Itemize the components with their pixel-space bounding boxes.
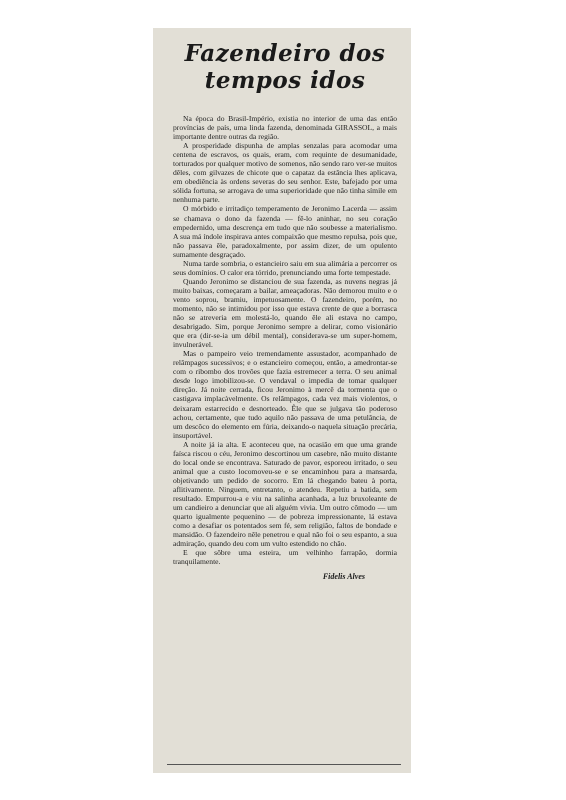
author-signature: Fidelis Alves bbox=[322, 572, 365, 582]
article-body bbox=[173, 114, 397, 566]
paragraph: A noite já ia alta. E aconteceu que, na ocasião em que uma grande faísca riscou o céu, Jeronimo descortinou um casebre, não muito distante do local onde se encontrava. Saturado de pavor, esporeou irritado, o seu animal que a custo locomoveu-se e se encaminhou para a mansarda, objetivando um pedido de socorro. Em lá chegando bateu à porta, aflitivamente. Ninguem, entretanto, o atendeu. Repetiu a batida, sem resultado. Empurrou-a e viu na salinha acanhada, a luz bruxoleante de um candieiro a denunciar que ali alguém vivia. Um outro cômodo — um quarto igualmente pequenino — de pobreza impressionante, lá estava como a desafiar os potentados sem fé, sem religião, faltos de bondade e mansidão. O fazendeiro nêle penetrou e qual não foi o seu espanto, a sua admiração, quando deu com um vulto estendido no chão. bbox=[173, 439, 397, 549]
bottom-divider bbox=[167, 764, 401, 765]
paragraph: Mas o pampeiro veio tremendamente assustador, acompanhado de relâmpagos sucessivos; e o estancieiro começou, então, a amedrontar-se com o ribombo dos trovões que fazia estremecer a terra. O seu animal desde logo imobilizou-se. O vendaval o impedia de tomar qualquer direção. Já noite cerrada, ficou Jeronimo à mercê da tormenta que o castigava implacàvelmente. Os relâmpagos, cada vez mais violentos, o deixaram estarrecido e desnorteado. Êle que se julgava tão poderoso achou, certamente, que tudo aquilo não passava de uma petulância, de um descôco do elemento em fúria, deixando-o naquela situação precária, insuportável. bbox=[173, 349, 397, 440]
paragraph: Na época do Brasil-Império, existia no interior de uma das então províncias de país, uma linda fazenda, denominada GIRASSOL, a mais importante dentre outras da região. bbox=[173, 114, 397, 142]
title-line-1: Fazendeiro dos bbox=[184, 40, 386, 67]
paragraph: A prosperidade dispunha de amplas senzalas para acomodar uma centena de escravos, os quais, eram, com requinte de desumanidade, torturados por qualquer motivo de somenos, não sendo raro ver-se muitos dêles, com gilvazes de chicote que o capataz da estância lhes aplicava, em obediência às ordens severas do seu senhor. Este, bafejado por uma sólida fortuna, se arrogava de uma superioridade que não tinha símile em nenhuma parte. bbox=[173, 141, 397, 205]
paragraph: Numa tarde sombria, o estancieiro saiu em sua alimária a percorrer os seus domínios. O calor era tórrido, prenunciando uma forte tempestade. bbox=[173, 258, 397, 277]
newspaper-clipping bbox=[153, 28, 411, 773]
paragraph: E que sôbre uma esteira, um velhinho farrapão, dormia tranquilamente. bbox=[173, 548, 397, 567]
title-line-2: tempos idos bbox=[204, 67, 366, 94]
article-title bbox=[173, 40, 397, 94]
paragraph: O mórbido e irritadiço temperamento de Jeronimo Lacerda — assim se chamava o dono da fazenda — fê-lo aninhar, no seu coração empedernido, uma descrença em tudo que não soubesse a materialismo. A sua má índole inspirava antes compaixão que mesmo repulsa, pois que, não passava êle, paradoxalmente, por assim dizer, de um opulento sumamente desgraçado. bbox=[173, 204, 397, 259]
paragraph: Quando Jeronimo se distanciou de sua fazenda, as nuvens negras já muito baixas, começaram a bailar, ameaçadoras. Não demorou muito e o vento soprou, bramiu, impetuosamente. O fazendeiro, porém, no momento, não se intimidou por isso que estava crente de que a borrasca não se atreveria em molestá-lo, quando êle ali estava no campo, desabrigado. Sim, porque Jeronimo sempre a delirar, como visionário que era (dir-se-ia um débil mental), considerava-se um super-homem, invulnerável. bbox=[173, 276, 397, 350]
